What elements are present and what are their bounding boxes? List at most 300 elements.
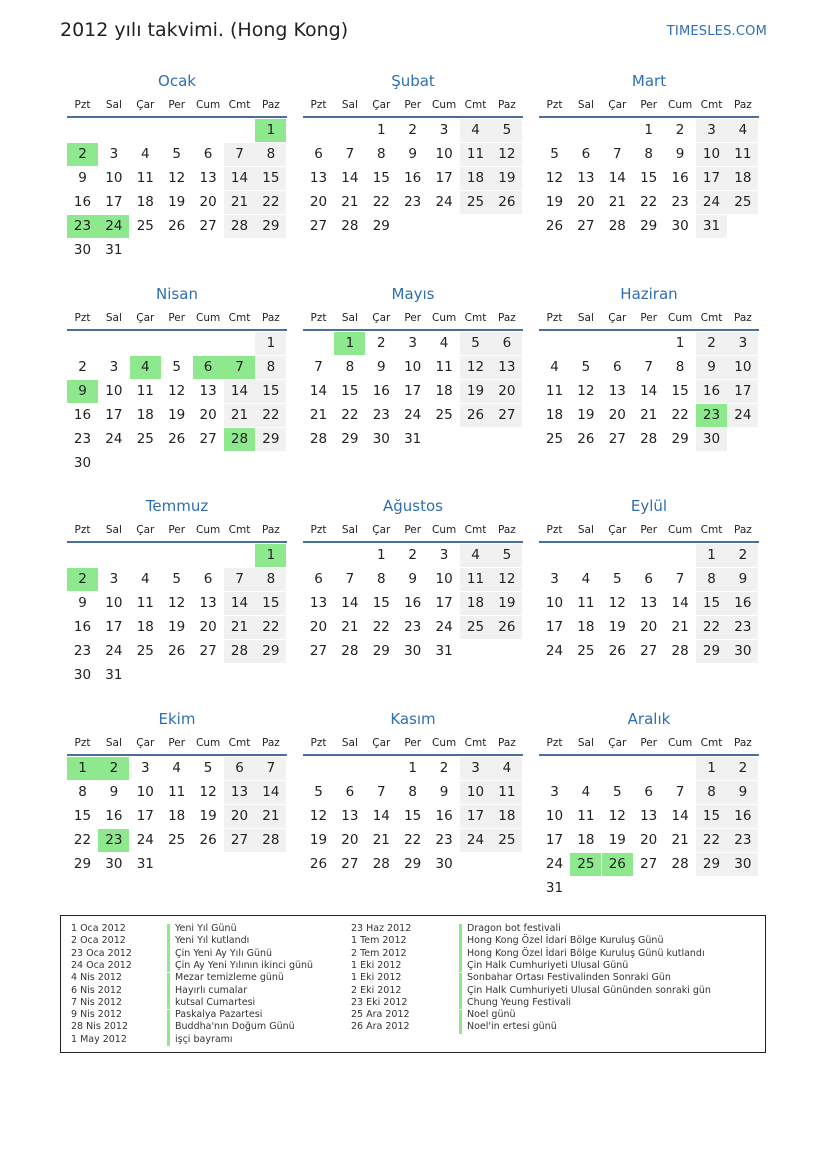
day-cell: 13	[309, 170, 328, 186]
day-cell: 17	[105, 194, 123, 210]
day-cell: 25	[435, 407, 453, 423]
weekday-header: Per	[404, 312, 422, 324]
day-cell: 18	[545, 407, 564, 423]
day-cell: 26	[199, 832, 217, 848]
day-cell-holiday: 23	[696, 404, 727, 427]
day-cell: 27	[640, 856, 658, 872]
day-cell: 11	[460, 143, 491, 166]
day-cell: 3	[550, 571, 559, 587]
day-cell: 15	[696, 592, 727, 615]
legend-marker	[459, 960, 462, 972]
day-cell: 27	[224, 829, 255, 852]
day-cell: 29	[73, 856, 92, 872]
day-cell: 20	[608, 407, 626, 423]
weekday-header: Paz	[733, 312, 752, 324]
day-cell: 9	[408, 571, 417, 587]
day-cell: 19	[608, 832, 626, 848]
day-cell: 10	[136, 784, 154, 800]
day-cell: 10	[105, 170, 123, 186]
day-cell: 13	[199, 170, 217, 186]
day-cell: 24	[435, 194, 453, 210]
legend-date: 1 Tem 2012	[351, 935, 407, 947]
day-cell: 1	[377, 122, 386, 138]
weekday-header: Paz	[497, 99, 516, 111]
legend-holiday-name: Hong Kong Özel İdari Bölge Kuruluş Günü kutlandı	[467, 947, 705, 959]
day-cell: 12	[309, 808, 328, 824]
day-cell: 3	[109, 571, 119, 587]
day-cell: 3	[550, 784, 559, 800]
page-title: 2012 yılı takvimi. (Hong Kong)	[60, 19, 349, 41]
day-cell: 23	[671, 194, 689, 210]
weekday-header: Pzt	[546, 524, 563, 536]
weekday-header: Paz	[261, 312, 280, 324]
day-cell-holiday: 23	[67, 215, 98, 238]
day-cell: 16	[73, 194, 92, 210]
day-cell: 20	[224, 805, 255, 828]
day-cell: 26	[491, 191, 522, 214]
brand-link[interactable]: TIMESLES.COM	[666, 24, 767, 39]
day-cell: 5	[550, 146, 559, 162]
weekday-header: Cum	[431, 99, 457, 111]
day-cell: 19	[168, 619, 186, 635]
weekday-header: Paz	[733, 737, 752, 749]
header-divider	[67, 329, 287, 331]
day-cell: 5	[314, 784, 323, 800]
day-cell: 7	[224, 143, 255, 166]
day-cell: 5	[172, 571, 181, 587]
weekday-header: Paz	[497, 312, 516, 324]
day-cell: 8	[255, 143, 286, 166]
day-cell: 19	[199, 808, 217, 824]
day-cell: 13	[577, 170, 595, 186]
day-cell: 25	[491, 829, 522, 852]
legend-holiday-name: Paskalya Pazartesi	[175, 1009, 263, 1021]
weekday-header: Per	[640, 737, 658, 749]
day-cell: 28	[671, 856, 689, 872]
day-cell: 18	[460, 592, 491, 615]
weekday-header: Sal	[105, 312, 122, 324]
day-cell: 24	[727, 404, 758, 427]
day-cell: 10	[105, 383, 123, 399]
day-cell: 15	[341, 383, 359, 399]
day-cell: 8	[696, 781, 727, 804]
day-cell: 5	[172, 146, 181, 162]
legend-marker	[167, 997, 170, 1009]
day-cell: 25	[727, 191, 758, 214]
day-cell: 11	[136, 170, 154, 186]
day-cell-holiday: 7	[224, 356, 255, 379]
legend-holiday-name: Çin Ay Yeni Yılının ikinci günü	[175, 959, 314, 971]
month-name: Ağustos	[383, 497, 443, 515]
day-cell: 18	[168, 808, 186, 824]
day-cell: 15	[696, 805, 727, 828]
weekday-header: Sal	[577, 312, 594, 324]
day-cell: 26	[491, 616, 522, 639]
day-cell: 30	[105, 856, 123, 872]
day-cell-holiday: 1	[334, 332, 365, 355]
legend-marker	[459, 1010, 462, 1022]
day-cell-holiday: 23	[98, 829, 129, 852]
day-cell: 26	[577, 431, 595, 447]
day-cell: 30	[671, 218, 689, 234]
weekday-header: Sal	[105, 737, 122, 749]
day-cell: 12	[168, 595, 186, 611]
day-cell: 6	[613, 359, 622, 375]
day-cell: 13	[309, 595, 328, 611]
legend-marker	[167, 960, 170, 972]
day-cell: 14	[224, 592, 255, 615]
day-cell: 30	[73, 455, 92, 471]
day-cell: 28	[224, 640, 255, 663]
day-cell: 25	[168, 832, 186, 848]
day-cell: 5	[203, 760, 213, 776]
day-cell: 2	[408, 122, 417, 138]
month-name: Haziran	[620, 285, 678, 303]
day-cell: 7	[613, 146, 622, 162]
day-cell: 9	[408, 146, 417, 162]
day-cell: 20	[640, 619, 658, 635]
day-cell-holiday: 4	[130, 356, 161, 379]
weekday-header: Pzt	[546, 737, 563, 749]
header-divider	[539, 329, 759, 331]
day-cell: 19	[168, 407, 186, 423]
day-cell: 17	[105, 407, 123, 423]
day-cell: 24	[105, 431, 123, 447]
weekday-header: Paz	[497, 524, 516, 536]
day-cell: 16	[671, 170, 689, 186]
weekday-header: Cum	[667, 737, 693, 749]
day-cell: 8	[675, 359, 685, 375]
month-name: Nisan	[156, 285, 198, 303]
legend-holiday-name: kutsal Cumartesi	[175, 996, 256, 1008]
weekday-header: Paz	[261, 737, 280, 749]
weekday-header: Cmt	[700, 524, 723, 536]
day-cell: 7	[224, 568, 255, 591]
day-cell-holiday: 25	[570, 853, 601, 876]
weekday-header: Paz	[261, 99, 280, 111]
weekday-header: Sal	[341, 99, 358, 111]
day-cell: 14	[341, 595, 359, 611]
day-cell: 7	[314, 359, 323, 375]
day-cell: 9	[109, 784, 119, 800]
day-cell: 11	[727, 143, 758, 166]
day-cell: 4	[581, 571, 591, 587]
day-cell-holiday: 28	[224, 428, 255, 451]
weekday-header: Çar	[372, 737, 391, 749]
day-cell: 23	[73, 431, 92, 447]
weekday-header: Cum	[195, 99, 221, 111]
day-cell: 28	[255, 829, 286, 852]
day-cell: 3	[696, 119, 727, 142]
day-cell: 6	[203, 571, 213, 587]
day-cell: 27	[341, 856, 359, 872]
day-cell: 3	[109, 359, 119, 375]
day-cell: 2	[78, 359, 87, 375]
day-cell: 17	[545, 619, 564, 635]
day-cell: 17	[136, 808, 154, 824]
day-cell: 28	[341, 218, 359, 234]
day-cell: 15	[671, 383, 689, 399]
weekday-header: Pzt	[74, 737, 91, 749]
weekday-header: Çar	[608, 524, 627, 536]
header-divider	[539, 116, 759, 118]
day-cell: 30	[435, 856, 453, 872]
weekday-header: Cmt	[700, 737, 723, 749]
legend-marker	[459, 985, 462, 997]
day-cell: 4	[460, 544, 491, 567]
day-cell: 23	[404, 619, 422, 635]
day-cell: 25	[136, 643, 154, 659]
day-cell: 27	[640, 643, 658, 659]
weekday-header: Cum	[667, 99, 693, 111]
day-cell: 6	[224, 757, 255, 780]
day-cell-holiday: 26	[602, 853, 633, 876]
legend-date: 28 Nis 2012	[71, 1021, 128, 1033]
month-name: Şubat	[391, 72, 435, 90]
day-cell: 6	[203, 146, 213, 162]
day-cell: 3	[408, 335, 417, 351]
weekday-header: Çar	[136, 524, 155, 536]
day-cell: 20	[577, 194, 595, 210]
day-cell: 5	[491, 544, 522, 567]
weekday-header: Çar	[372, 524, 391, 536]
day-cell: 20	[199, 619, 217, 635]
day-cell: 11	[136, 383, 154, 399]
day-cell: 17	[404, 383, 422, 399]
weekday-header: Pzt	[546, 312, 563, 324]
day-cell: 12	[608, 808, 626, 824]
day-cell: 21	[341, 619, 359, 635]
day-cell: 17	[696, 167, 727, 190]
legend-holiday-name: Yeni Yıl Günü	[175, 923, 237, 934]
weekday-header: Cum	[667, 312, 693, 324]
day-cell: 8	[377, 146, 386, 162]
weekday-header: Çar	[608, 99, 627, 111]
legend-date: 2 Eki 2012	[351, 984, 402, 996]
day-cell: 23	[404, 194, 422, 210]
day-cell: 20	[491, 380, 522, 403]
day-cell: 12	[577, 383, 595, 399]
day-cell: 31	[105, 242, 123, 258]
day-cell: 21	[255, 805, 286, 828]
day-cell: 14	[372, 808, 390, 824]
header-divider	[539, 754, 759, 756]
day-cell: 30	[404, 643, 422, 659]
legend-marker	[459, 1022, 462, 1034]
day-cell: 11	[577, 808, 595, 824]
legend-holiday-name: Hayırlı cumalar	[175, 984, 248, 996]
header-divider	[67, 754, 287, 756]
weekday-header: Paz	[733, 524, 752, 536]
day-cell: 25	[460, 191, 491, 214]
day-cell: 1	[696, 544, 727, 567]
weekday-header: Cum	[195, 312, 221, 324]
day-cell-holiday: 1	[67, 757, 98, 780]
day-cell: 4	[141, 571, 150, 587]
day-cell: 13	[491, 356, 522, 379]
day-cell: 14	[224, 380, 255, 403]
header-divider	[67, 116, 287, 118]
day-cell: 1	[675, 335, 685, 351]
day-cell: 22	[341, 407, 359, 423]
legend-date: 26 Ara 2012	[351, 1021, 410, 1033]
day-cell: 31	[105, 667, 123, 683]
legend-holiday-name: Noel günü	[467, 1009, 516, 1021]
legend-holiday-name: Buddha'nın Doğum Günü	[175, 1021, 295, 1033]
legend-date: 1 Eki 2012	[351, 959, 402, 971]
day-cell: 8	[377, 571, 386, 587]
day-cell: 16	[73, 407, 92, 423]
day-cell: 17	[435, 170, 453, 186]
day-cell: 8	[644, 146, 653, 162]
day-cell: 5	[613, 784, 622, 800]
day-cell: 11	[545, 383, 564, 399]
day-cell: 8	[408, 784, 417, 800]
day-cell: 7	[377, 784, 386, 800]
day-cell: 15	[372, 170, 390, 186]
weekday-header: Çar	[608, 312, 627, 324]
day-cell: 31	[435, 643, 453, 659]
day-cell: 27	[309, 643, 328, 659]
day-cell: 25	[136, 218, 154, 234]
day-cell: 20	[309, 619, 328, 635]
day-cell: 3	[727, 332, 758, 355]
day-cell: 3	[439, 547, 449, 563]
day-cell: 31	[545, 880, 564, 896]
legend-marker	[459, 973, 462, 985]
day-cell: 16	[727, 805, 758, 828]
day-cell: 23	[727, 829, 758, 852]
weekday-header: Cmt	[700, 99, 723, 111]
day-cell: 20	[199, 194, 217, 210]
day-cell: 26	[168, 218, 186, 234]
legend-date: 23 Eki 2012	[351, 996, 408, 1008]
day-cell-holiday: 2	[98, 757, 129, 780]
legend-date: 9 Nis 2012	[71, 1009, 122, 1021]
day-cell: 18	[435, 383, 453, 399]
day-cell: 9	[439, 784, 449, 800]
day-cell: 23	[727, 616, 758, 639]
day-cell: 29	[255, 428, 286, 451]
day-cell: 4	[172, 760, 181, 776]
day-cell: 14	[640, 383, 658, 399]
weekday-header: Per	[168, 312, 186, 324]
day-cell: 6	[314, 146, 323, 162]
day-cell: 10	[404, 359, 422, 375]
day-cell: 2	[377, 335, 386, 351]
legend-holiday-name: Chung Yeung Festivali	[467, 996, 572, 1008]
day-cell: 31	[696, 215, 727, 238]
legend-holiday-name: Çin Yeni Ay Yılı Günü	[175, 947, 273, 959]
weekday-header: Per	[168, 737, 186, 749]
weekday-header: Pzt	[310, 737, 327, 749]
day-cell: 25	[460, 616, 491, 639]
day-cell: 28	[608, 218, 626, 234]
day-cell: 8	[255, 568, 286, 591]
month-name: Ocak	[158, 72, 196, 90]
day-cell: 20	[309, 194, 328, 210]
weekday-header: Cum	[195, 737, 221, 749]
day-cell: 15	[255, 167, 286, 190]
day-cell: 8	[255, 356, 286, 379]
day-cell: 13	[608, 383, 626, 399]
day-cell: 19	[491, 167, 522, 190]
day-cell: 21	[224, 191, 255, 214]
weekday-header: Pzt	[74, 524, 91, 536]
day-cell: 4	[550, 359, 559, 375]
legend-date: 6 Nis 2012	[71, 984, 122, 996]
weekday-header: Cmt	[228, 524, 251, 536]
weekday-header: Cmt	[464, 524, 487, 536]
day-cell: 16	[404, 170, 422, 186]
day-cell: 14	[341, 170, 359, 186]
day-cell: 5	[172, 359, 181, 375]
day-cell: 28	[341, 643, 359, 659]
weekday-header: Sal	[341, 312, 358, 324]
day-cell: 26	[608, 643, 626, 659]
day-cell: 23	[73, 643, 92, 659]
day-cell: 11	[136, 595, 154, 611]
day-cell: 4	[581, 784, 591, 800]
weekday-header: Cmt	[464, 99, 487, 111]
day-cell: 21	[608, 194, 626, 210]
day-cell-holiday: 1	[255, 544, 286, 567]
legend-date: 1 Eki 2012	[351, 972, 402, 984]
day-cell: 10	[545, 595, 564, 611]
day-cell: 24	[545, 643, 564, 659]
weekday-header: Pzt	[310, 312, 327, 324]
day-cell: 17	[435, 595, 453, 611]
day-cell: 3	[439, 122, 449, 138]
day-cell: 27	[309, 218, 328, 234]
day-cell: 21	[640, 407, 658, 423]
day-cell: 29	[341, 431, 359, 447]
day-cell: 21	[224, 616, 255, 639]
day-cell: 1	[408, 760, 417, 776]
day-cell: 28	[671, 643, 689, 659]
day-cell: 9	[675, 146, 685, 162]
day-cell: 6	[644, 784, 653, 800]
month-name: Eylül	[630, 497, 668, 515]
day-cell: 26	[168, 431, 186, 447]
day-cell: 18	[577, 832, 595, 848]
legend-marker	[167, 948, 170, 960]
day-cell: 22	[640, 194, 658, 210]
day-cell: 2	[727, 544, 758, 567]
day-cell: 15	[640, 170, 658, 186]
day-cell: 26	[460, 404, 491, 427]
day-cell: 9	[696, 356, 727, 379]
day-cell: 5	[460, 332, 491, 355]
weekday-header: Çar	[136, 737, 155, 749]
weekday-header: Pzt	[546, 99, 563, 111]
legend-marker	[167, 1010, 170, 1022]
legend-date: 4 Nis 2012	[71, 972, 122, 984]
day-cell: 1	[696, 757, 727, 780]
weekday-header: Çar	[136, 312, 155, 324]
weekday-header: Paz	[733, 99, 752, 111]
day-cell: 8	[78, 784, 87, 800]
day-cell: 31	[404, 431, 422, 447]
day-cell: 12	[608, 595, 626, 611]
day-cell: 25	[577, 643, 595, 659]
day-cell: 23	[372, 407, 390, 423]
day-cell: 10	[460, 781, 491, 804]
legend-marker	[459, 948, 462, 960]
day-cell: 17	[545, 832, 564, 848]
day-cell: 5	[491, 119, 522, 142]
day-cell: 12	[168, 383, 186, 399]
